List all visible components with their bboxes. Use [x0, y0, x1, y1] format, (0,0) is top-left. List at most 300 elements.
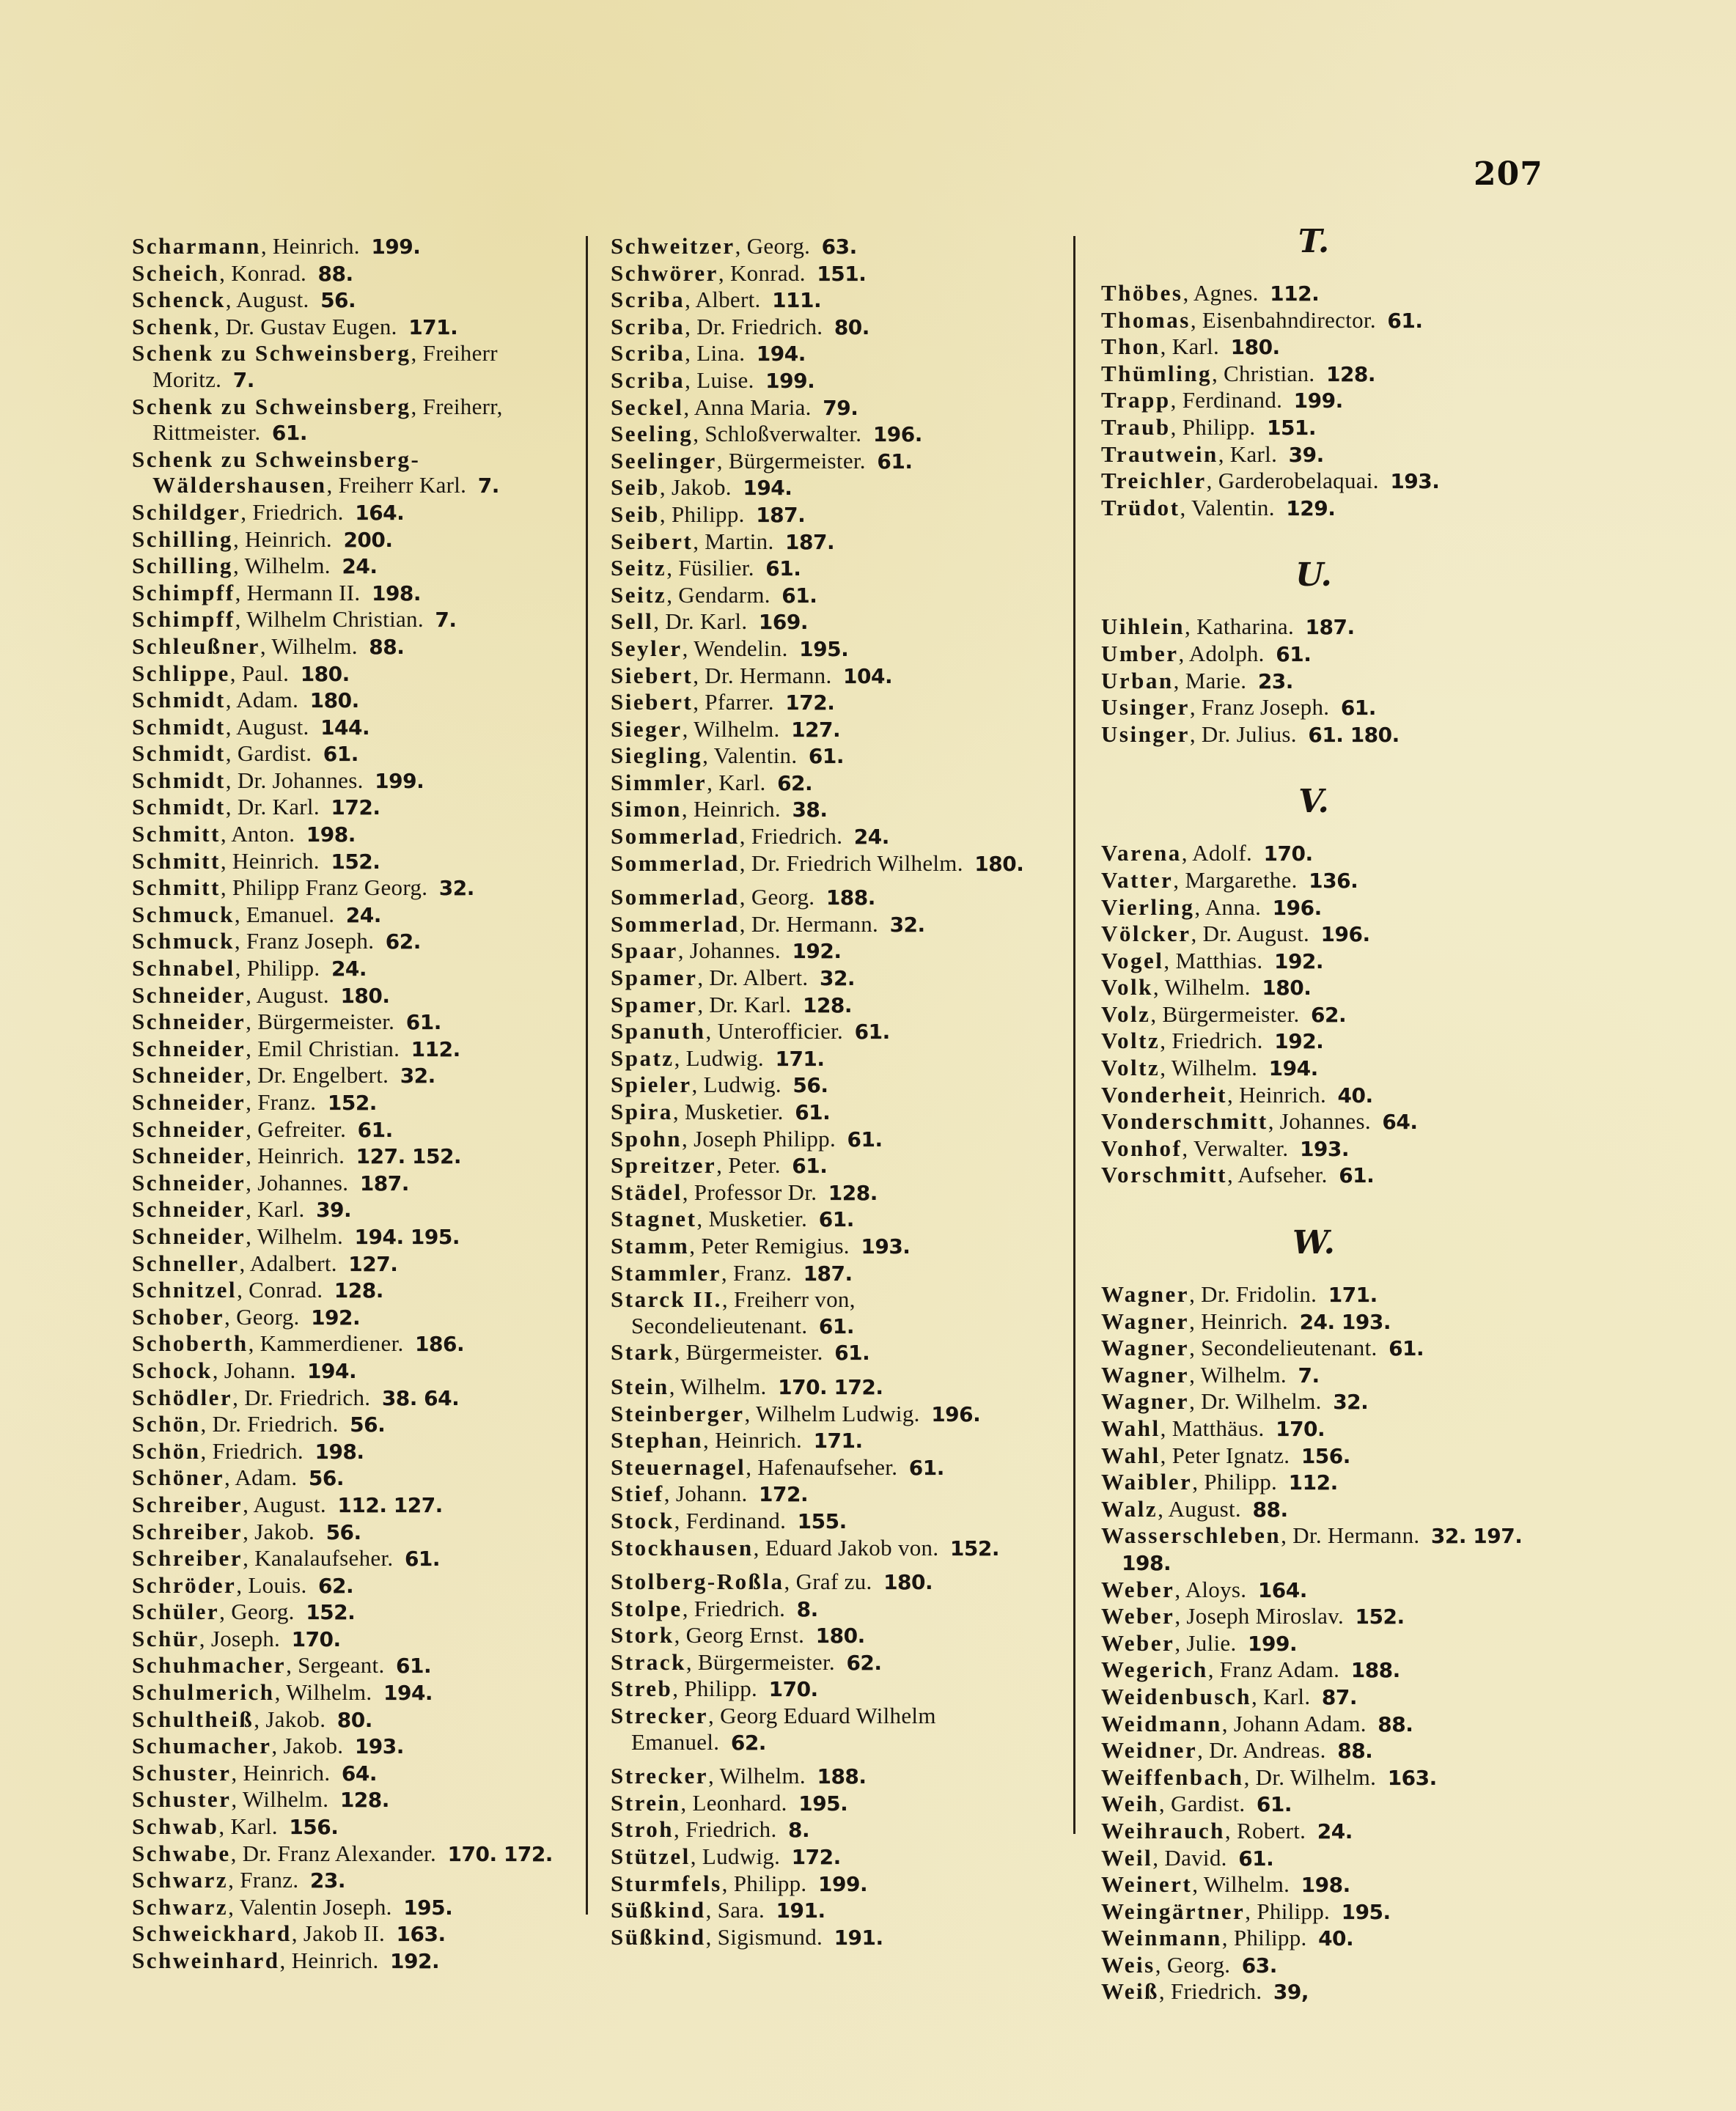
- index-entry: [611, 608, 1065, 635]
- index-entry: [132, 1250, 579, 1278]
- entry-surname: Stagnet: [611, 1206, 697, 1232]
- index-entry: [132, 580, 579, 607]
- entry-surname: Thümling: [1101, 360, 1212, 386]
- entry-page-refs: 192.: [1274, 1029, 1324, 1054]
- entry-page-refs: 169.: [758, 610, 808, 635]
- entry-surname: Vorschmitt: [1101, 1162, 1227, 1188]
- index-entry: [1101, 948, 1570, 975]
- index-entry: [132, 1841, 579, 1868]
- index-entry: [1101, 1898, 1570, 1926]
- entry-page-refs: 152.: [949, 1536, 999, 1561]
- index-entry: [132, 1652, 579, 1679]
- entry-page-refs: 195.: [799, 636, 849, 661]
- entry-surname: Schwörer: [611, 259, 718, 286]
- index-entry: [1101, 1496, 1570, 1523]
- entry-given-name: , Anton.: [220, 821, 295, 847]
- index-entry: [132, 340, 579, 393]
- entry-page-refs: 8.: [788, 1818, 810, 1843]
- entry-page-refs: 194.: [756, 342, 806, 366]
- index-entry: [132, 1009, 579, 1036]
- index-entry: [611, 716, 1065, 743]
- entry-surname: Seelinger: [611, 447, 717, 474]
- entry-surname: Schilling: [132, 526, 233, 552]
- index-entry: [1101, 1657, 1570, 1684]
- entry-given-name: , Wilhelm.: [682, 715, 780, 742]
- index-entry: [132, 1330, 579, 1357]
- entry-page-refs: 61.: [854, 1020, 890, 1045]
- entry-surname: Scharmann: [132, 233, 261, 259]
- entry-surname: Vonhof: [1101, 1135, 1183, 1161]
- entry-page-refs: 194.: [1268, 1056, 1318, 1081]
- entry-given-name: , Valentin.: [1180, 494, 1275, 520]
- entry-page-refs: 192.: [311, 1305, 361, 1330]
- entry-given-name: , Ludwig.: [690, 1843, 781, 1870]
- entry-given-name: , Matthäus.: [1160, 1415, 1265, 1441]
- index-entry: [611, 937, 1065, 965]
- entry-surname: Stroh: [611, 1816, 674, 1843]
- entry-surname: Sell: [611, 608, 654, 635]
- entry-given-name: , Freiherr Moritz.: [152, 340, 498, 392]
- letter-section: [1101, 1221, 1570, 2005]
- index-entry: [1101, 307, 1570, 334]
- index-entry: [132, 314, 579, 341]
- entry-given-name: , Füsilier.: [666, 555, 754, 581]
- entry-page-refs: 196.: [1272, 895, 1322, 920]
- entry-surname: Schleußner: [132, 633, 260, 659]
- entry-surname: Thon: [1101, 334, 1161, 360]
- entry-given-name: , Adolph.: [1178, 640, 1265, 666]
- index-entry: [1101, 387, 1570, 414]
- entry-given-name: , Valentin Joseph.: [228, 1893, 392, 1920]
- entry-page-refs: 180.: [974, 851, 1024, 876]
- entry-page-refs: 193.: [354, 1734, 404, 1759]
- entry-given-name: , Philipp.: [672, 1676, 758, 1702]
- index-entry: [1101, 1818, 1570, 1845]
- entry-page-refs: 188.: [1350, 1658, 1400, 1683]
- entry-page-refs: 39.: [1288, 442, 1324, 467]
- entry-page-refs: 88.: [1337, 1739, 1373, 1764]
- entry-page-refs: 199.: [375, 768, 424, 793]
- entry-given-name: , Professor Dr.: [682, 1179, 817, 1205]
- entry-given-name: , David.: [1152, 1844, 1227, 1871]
- entry-surname: Vierling: [1101, 894, 1195, 920]
- entry-surname: Spaar: [611, 937, 678, 964]
- entry-surname: Schwab: [132, 1813, 219, 1840]
- entry-given-name: , Karl.: [218, 1813, 278, 1840]
- entry-given-name: , Wendelin.: [682, 635, 788, 661]
- entry-page-refs: 144.: [320, 715, 370, 740]
- entry-page-refs: 61.: [1256, 1792, 1292, 1817]
- entry-surname: Schwabe: [132, 1840, 231, 1866]
- entry-page-refs: 32.: [889, 912, 925, 937]
- entry-given-name: , Heinrich.: [279, 1948, 379, 1973]
- entry-given-name: , Philipp.: [1170, 413, 1256, 440]
- entry-given-name: , Karl.: [707, 769, 766, 795]
- index-entry: [611, 1816, 1065, 1843]
- entry-page-refs: 23.: [309, 1868, 345, 1893]
- entry-surname: Schultheiß: [132, 1706, 254, 1732]
- entry-page-refs: 62.: [385, 929, 421, 954]
- entry-page-refs: 32.: [1333, 1390, 1369, 1415]
- index-entry: [1101, 1764, 1570, 1791]
- entry-given-name: , August.: [225, 713, 309, 740]
- index-entry: [132, 874, 579, 902]
- entry-given-name: , Bürgermeister.: [246, 1009, 395, 1035]
- entry-surname: Strecker: [611, 1703, 709, 1729]
- index-entry: [132, 1706, 579, 1734]
- entry-given-name: , Heinrich.: [260, 233, 360, 259]
- entry-surname: Thomas: [1101, 306, 1191, 333]
- entry-page-refs: 194.: [383, 1681, 433, 1706]
- entry-given-name: , Johannes.: [677, 937, 781, 964]
- index-entry: [1101, 668, 1570, 695]
- index-entry: [611, 1045, 1065, 1072]
- index-entry: [132, 606, 579, 633]
- entry-page-refs: 62.: [730, 1730, 766, 1755]
- entry-surname: Stockhausen: [611, 1534, 754, 1561]
- entry-given-name: , Emil Christian.: [246, 1035, 400, 1061]
- index-entry: [611, 1339, 1065, 1366]
- entry-surname: Schneider: [132, 1009, 246, 1035]
- entry-surname: Seitz: [611, 555, 667, 581]
- entry-surname: Schneider: [132, 1223, 246, 1249]
- index-entry: [1101, 1281, 1570, 1308]
- entry-page-refs: 187.: [359, 1171, 409, 1196]
- entry-surname: Schilling: [132, 553, 233, 579]
- entry-given-name: , Jakob.: [243, 1518, 315, 1544]
- entry-page-refs: 112.: [411, 1036, 460, 1061]
- entry-page-refs: 61.: [1340, 696, 1376, 721]
- entry-given-name: , Georg.: [224, 1303, 300, 1330]
- entry-surname: Stolpe: [611, 1595, 683, 1621]
- entry-page-refs: 180.: [340, 983, 390, 1008]
- entry-given-name: , Heinrich.: [703, 1427, 803, 1454]
- entry-surname: Spatz: [611, 1045, 674, 1071]
- index-entry: [611, 555, 1065, 582]
- entry-surname: Wagner: [1101, 1335, 1190, 1361]
- entry-surname: Schuster: [132, 1759, 232, 1786]
- entry-surname: Schmuck: [132, 901, 235, 927]
- entry-given-name: , Verwalter.: [1182, 1135, 1289, 1161]
- entry-given-name: , Katharina.: [1184, 614, 1295, 640]
- entry-given-name: , Philipp Franz Georg.: [220, 874, 428, 901]
- entry-page-refs: 61.: [1387, 308, 1423, 333]
- entry-surname: Stammler: [611, 1259, 721, 1286]
- entry-surname: Spanuth: [611, 1018, 706, 1045]
- entry-given-name: , Bürgermeister.: [685, 1648, 835, 1675]
- index-entry: [132, 1813, 579, 1841]
- entry-surname: Stief: [611, 1481, 664, 1507]
- index-entry: [132, 1089, 579, 1116]
- entry-surname: Stephan: [611, 1427, 704, 1454]
- entry-given-name: , Dr. Karl.: [697, 991, 792, 1017]
- entry-surname: Strack: [611, 1648, 686, 1675]
- index-entry: [1101, 1028, 1570, 1055]
- index-entry: [611, 1286, 1065, 1339]
- index-entry: [611, 501, 1065, 528]
- index-entry: [132, 1411, 579, 1438]
- index-entry: [1101, 641, 1570, 668]
- entry-surname: Schenk zu Schweinsberg: [132, 393, 411, 419]
- entry-page-refs: 193.: [1299, 1136, 1350, 1161]
- index-entry: [1101, 1737, 1570, 1764]
- index-entry: [1101, 1162, 1570, 1189]
- index-entry: [611, 1179, 1065, 1206]
- index-entry: [1101, 495, 1570, 522]
- index-entry: [1101, 1978, 1570, 2005]
- entry-given-name: , Secondelieutenant.: [1189, 1335, 1378, 1361]
- entry-page-refs: 61.: [1238, 1846, 1274, 1871]
- index-entry: [132, 1572, 579, 1599]
- index-entry: [611, 340, 1065, 367]
- entry-page-refs: 170. 172.: [778, 1374, 883, 1399]
- entry-given-name: , Heinrich.: [231, 1759, 331, 1786]
- index-entry: [1101, 840, 1570, 867]
- entry-page-refs: 180.: [1230, 335, 1280, 360]
- entry-page-refs: 8.: [796, 1596, 818, 1621]
- index-entry: [611, 1596, 1065, 1623]
- entry-given-name: , Dr. Julius.: [1189, 721, 1297, 747]
- entry-surname: Weihrauch: [1101, 1817, 1225, 1843]
- entry-given-name: , Friedrich.: [739, 823, 843, 850]
- index-column-2: [611, 233, 1065, 1950]
- entry-surname: Schmidt: [132, 740, 226, 767]
- entry-surname: Stamm: [611, 1232, 690, 1259]
- entry-given-name: , Wilhelm Christian.: [235, 606, 424, 633]
- entry-surname: Völcker: [1101, 921, 1191, 947]
- index-entry: [132, 1599, 579, 1626]
- entry-given-name: , Dr. Hermann.: [1281, 1522, 1420, 1549]
- entry-given-name: , Dr. Hermann.: [739, 910, 879, 937]
- entry-page-refs: 151.: [1266, 415, 1317, 440]
- entry-page-refs: 152.: [1355, 1605, 1405, 1629]
- index-entry: [132, 1679, 579, 1706]
- index-entry: [611, 992, 1065, 1019]
- entry-given-name: , August.: [1158, 1495, 1241, 1522]
- entry-given-name: , Joseph Miroslav.: [1174, 1603, 1345, 1629]
- entry-given-name: , Wilhelm.: [246, 1223, 344, 1249]
- entry-given-name: , Dr. Friedrich.: [232, 1384, 371, 1410]
- entry-given-name: , Georg.: [1155, 1951, 1231, 1978]
- index-entry: [132, 1948, 579, 1975]
- entry-given-name: , Dr. August.: [1191, 921, 1310, 947]
- index-entry: [1101, 1952, 1570, 1979]
- entry-given-name: , Dr. Albert.: [697, 965, 809, 991]
- entry-page-refs: 38.: [792, 797, 828, 822]
- index-entry: [132, 1786, 579, 1813]
- entry-given-name: , Freiherr von, Secondelieutenant.: [631, 1286, 856, 1338]
- entry-given-name: , Ludwig.: [691, 1072, 781, 1098]
- index-entry: [1101, 921, 1570, 948]
- entry-surname: Schulmerich: [132, 1679, 275, 1706]
- entry-given-name: , Aloys.: [1174, 1576, 1247, 1602]
- index-entry: [1101, 1443, 1570, 1470]
- entry-surname: Treichler: [1101, 468, 1207, 494]
- entry-surname: Schmidt: [132, 767, 226, 793]
- index-entry: [132, 1304, 579, 1331]
- entry-given-name: , Joseph Philipp.: [681, 1125, 836, 1152]
- entry-page-refs: 194. 195.: [354, 1224, 460, 1249]
- entry-surname: Siebert: [611, 689, 694, 715]
- entry-surname: Weingärtner: [1101, 1898, 1246, 1924]
- entry-page-refs: 24.: [345, 902, 381, 927]
- entry-surname: Stolberg-Roßla: [611, 1569, 784, 1595]
- entry-given-name: , Wilhelm.: [260, 633, 358, 659]
- index-entry: [132, 848, 579, 875]
- index-entry: [132, 446, 579, 499]
- entry-page-refs: 127.: [348, 1251, 398, 1276]
- entry-page-refs: 196.: [872, 422, 922, 447]
- entry-surname: Vonderheit: [1101, 1081, 1227, 1108]
- index-entry: [1101, 1082, 1570, 1109]
- index-entry: [611, 1152, 1065, 1179]
- entry-given-name: , Dr. Friedrich.: [200, 1411, 339, 1437]
- index-entry: [1101, 1871, 1570, 1898]
- entry-page-refs: 79.: [823, 395, 858, 420]
- entry-given-name: , Wilhelm.: [1152, 974, 1251, 1001]
- entry-given-name: , Karl.: [1160, 334, 1220, 360]
- entry-given-name: , Peter.: [716, 1152, 781, 1179]
- entry-surname: Traub: [1101, 413, 1171, 440]
- index-entry: [132, 287, 579, 314]
- entry-given-name: , Friedrich.: [1158, 1978, 1262, 2005]
- entry-given-name: , Jakob.: [254, 1706, 326, 1732]
- entry-page-refs: 32.: [819, 966, 856, 991]
- entry-surname: Schwarz: [132, 1893, 229, 1920]
- entry-page-refs: 56.: [320, 288, 356, 313]
- entry-page-refs: 192.: [1273, 948, 1324, 973]
- entry-surname: Schneider: [132, 1062, 246, 1088]
- entry-page-refs: 193.: [861, 1234, 911, 1259]
- index-entry: [1101, 721, 1570, 748]
- entry-page-refs: 163.: [1387, 1765, 1437, 1790]
- entry-given-name: , Unterofficier.: [705, 1018, 844, 1045]
- entry-given-name: , Konrad.: [219, 259, 307, 286]
- entry-page-refs: 24.: [1317, 1819, 1353, 1843]
- entry-surname: Waibler: [1101, 1469, 1193, 1495]
- entry-given-name: , Johannes.: [1268, 1108, 1371, 1135]
- entry-surname: Volz: [1101, 1001, 1151, 1027]
- entry-page-refs: 24.: [853, 825, 889, 850]
- entry-page-refs: 32. 197. 198.: [1122, 1524, 1523, 1575]
- entry-given-name: , Ludwig.: [674, 1045, 764, 1071]
- index-entry: [1101, 280, 1570, 307]
- entry-page-refs: 195.: [1341, 1899, 1391, 1924]
- entry-surname: Weinert: [1101, 1871, 1193, 1898]
- index-entry: [132, 1143, 579, 1170]
- entry-page-refs: 61.: [818, 1207, 854, 1232]
- entry-given-name: , Karl.: [246, 1196, 305, 1223]
- entry-page-refs: 32.: [438, 876, 474, 901]
- entry-surname: Spohn: [611, 1125, 682, 1152]
- entry-page-refs: 56.: [326, 1519, 361, 1544]
- entry-given-name: , Kanalaufseher.: [243, 1545, 394, 1572]
- entry-page-refs: 198.: [1301, 1873, 1350, 1898]
- entry-surname: Schneider: [132, 1035, 246, 1061]
- entry-page-refs: 61.: [357, 1117, 393, 1142]
- index-entry: [611, 884, 1065, 911]
- entry-given-name: , Georg Eduard Wilhelm Emanuel.: [631, 1703, 936, 1755]
- index-entry: [132, 1036, 579, 1063]
- entry-surname: Trautwein: [1101, 441, 1218, 467]
- entry-page-refs: 152.: [327, 1091, 377, 1115]
- entry-surname: Schnitzel: [132, 1277, 238, 1303]
- entry-page-refs: 171.: [408, 314, 458, 339]
- entry-given-name: , Jakob II.: [291, 1920, 386, 1947]
- entry-page-refs: 61.: [1389, 1336, 1424, 1361]
- entry-surname: Schwarz: [132, 1867, 229, 1893]
- entry-given-name: , Franz.: [228, 1867, 299, 1893]
- entry-given-name: , Garderobelaquai.: [1206, 468, 1379, 494]
- entry-page-refs: 62.: [846, 1650, 882, 1675]
- index-entry: [132, 821, 579, 848]
- entry-given-name: , Agnes.: [1183, 280, 1259, 306]
- entry-surname: Schenk zu Schweinsberg: [132, 340, 411, 366]
- entry-given-name: , Robert.: [1224, 1817, 1306, 1843]
- entry-given-name: , Dr. Friedrich.: [685, 313, 823, 339]
- entry-page-refs: 39,: [1273, 1980, 1309, 2005]
- entry-given-name: , Karl.: [1218, 441, 1278, 467]
- entry-page-refs: 61.: [396, 1654, 432, 1679]
- entry-surname: Weiß: [1101, 1978, 1159, 2005]
- entry-surname: Umber: [1101, 640, 1179, 666]
- entry-given-name: , Dr. Karl.: [653, 608, 748, 635]
- entry-given-name: , Martin.: [693, 528, 774, 554]
- entry-page-refs: 40.: [1337, 1083, 1373, 1108]
- entry-given-name: , Gendarm.: [666, 581, 770, 608]
- entry-given-name: , Wilhelm.: [1189, 1361, 1287, 1388]
- entry-surname: Sieger: [611, 715, 683, 742]
- entry-given-name: , August.: [225, 287, 309, 313]
- entry-page-refs: 56.: [350, 1412, 386, 1437]
- entry-given-name: , Wilhelm.: [669, 1373, 767, 1399]
- entry-surname: Spieler: [611, 1072, 692, 1098]
- entry-given-name: , Julie.: [1174, 1629, 1237, 1656]
- index-entry: [611, 421, 1065, 448]
- entry-surname: Wagner: [1101, 1388, 1190, 1415]
- index-entry: [132, 1062, 579, 1089]
- index-entry: [611, 1569, 1065, 1596]
- entry-surname: Schneider: [132, 1143, 246, 1169]
- index-entry: [611, 260, 1065, 287]
- entry-page-refs: 194.: [307, 1358, 357, 1383]
- entry-page-refs: 64.: [1382, 1110, 1418, 1135]
- entry-given-name: , Peter Ignatz.: [1160, 1442, 1290, 1468]
- entry-surname: Thöbes: [1101, 280, 1183, 306]
- entry-given-name: , Franz Adam.: [1207, 1657, 1340, 1683]
- entry-surname: Sommerlad: [611, 823, 740, 850]
- entry-surname: Starck II.: [611, 1286, 722, 1313]
- entry-surname: Stork: [611, 1622, 674, 1648]
- index-entry: [1101, 1684, 1570, 1711]
- entry-page-refs: 7.: [1298, 1363, 1320, 1388]
- entry-given-name: , Wilhelm.: [708, 1763, 806, 1789]
- entry-page-refs: 128.: [339, 1788, 389, 1813]
- entry-surname: Stein: [611, 1373, 669, 1399]
- index-entry: [132, 526, 579, 553]
- index-entry: [132, 1465, 579, 1492]
- entry-given-name: , Ferdinand.: [674, 1507, 787, 1533]
- index-entry: [611, 1454, 1065, 1481]
- index-entry: [611, 1126, 1065, 1153]
- entry-surname: Schüler: [132, 1599, 220, 1625]
- entry-page-refs: 180.: [883, 1570, 933, 1595]
- entry-surname: Schneider: [132, 1116, 246, 1142]
- entry-given-name: , Philipp.: [659, 501, 745, 527]
- index-entry: [132, 260, 579, 287]
- entry-page-refs: 127. 152.: [356, 1144, 462, 1169]
- index-entry: [611, 770, 1065, 797]
